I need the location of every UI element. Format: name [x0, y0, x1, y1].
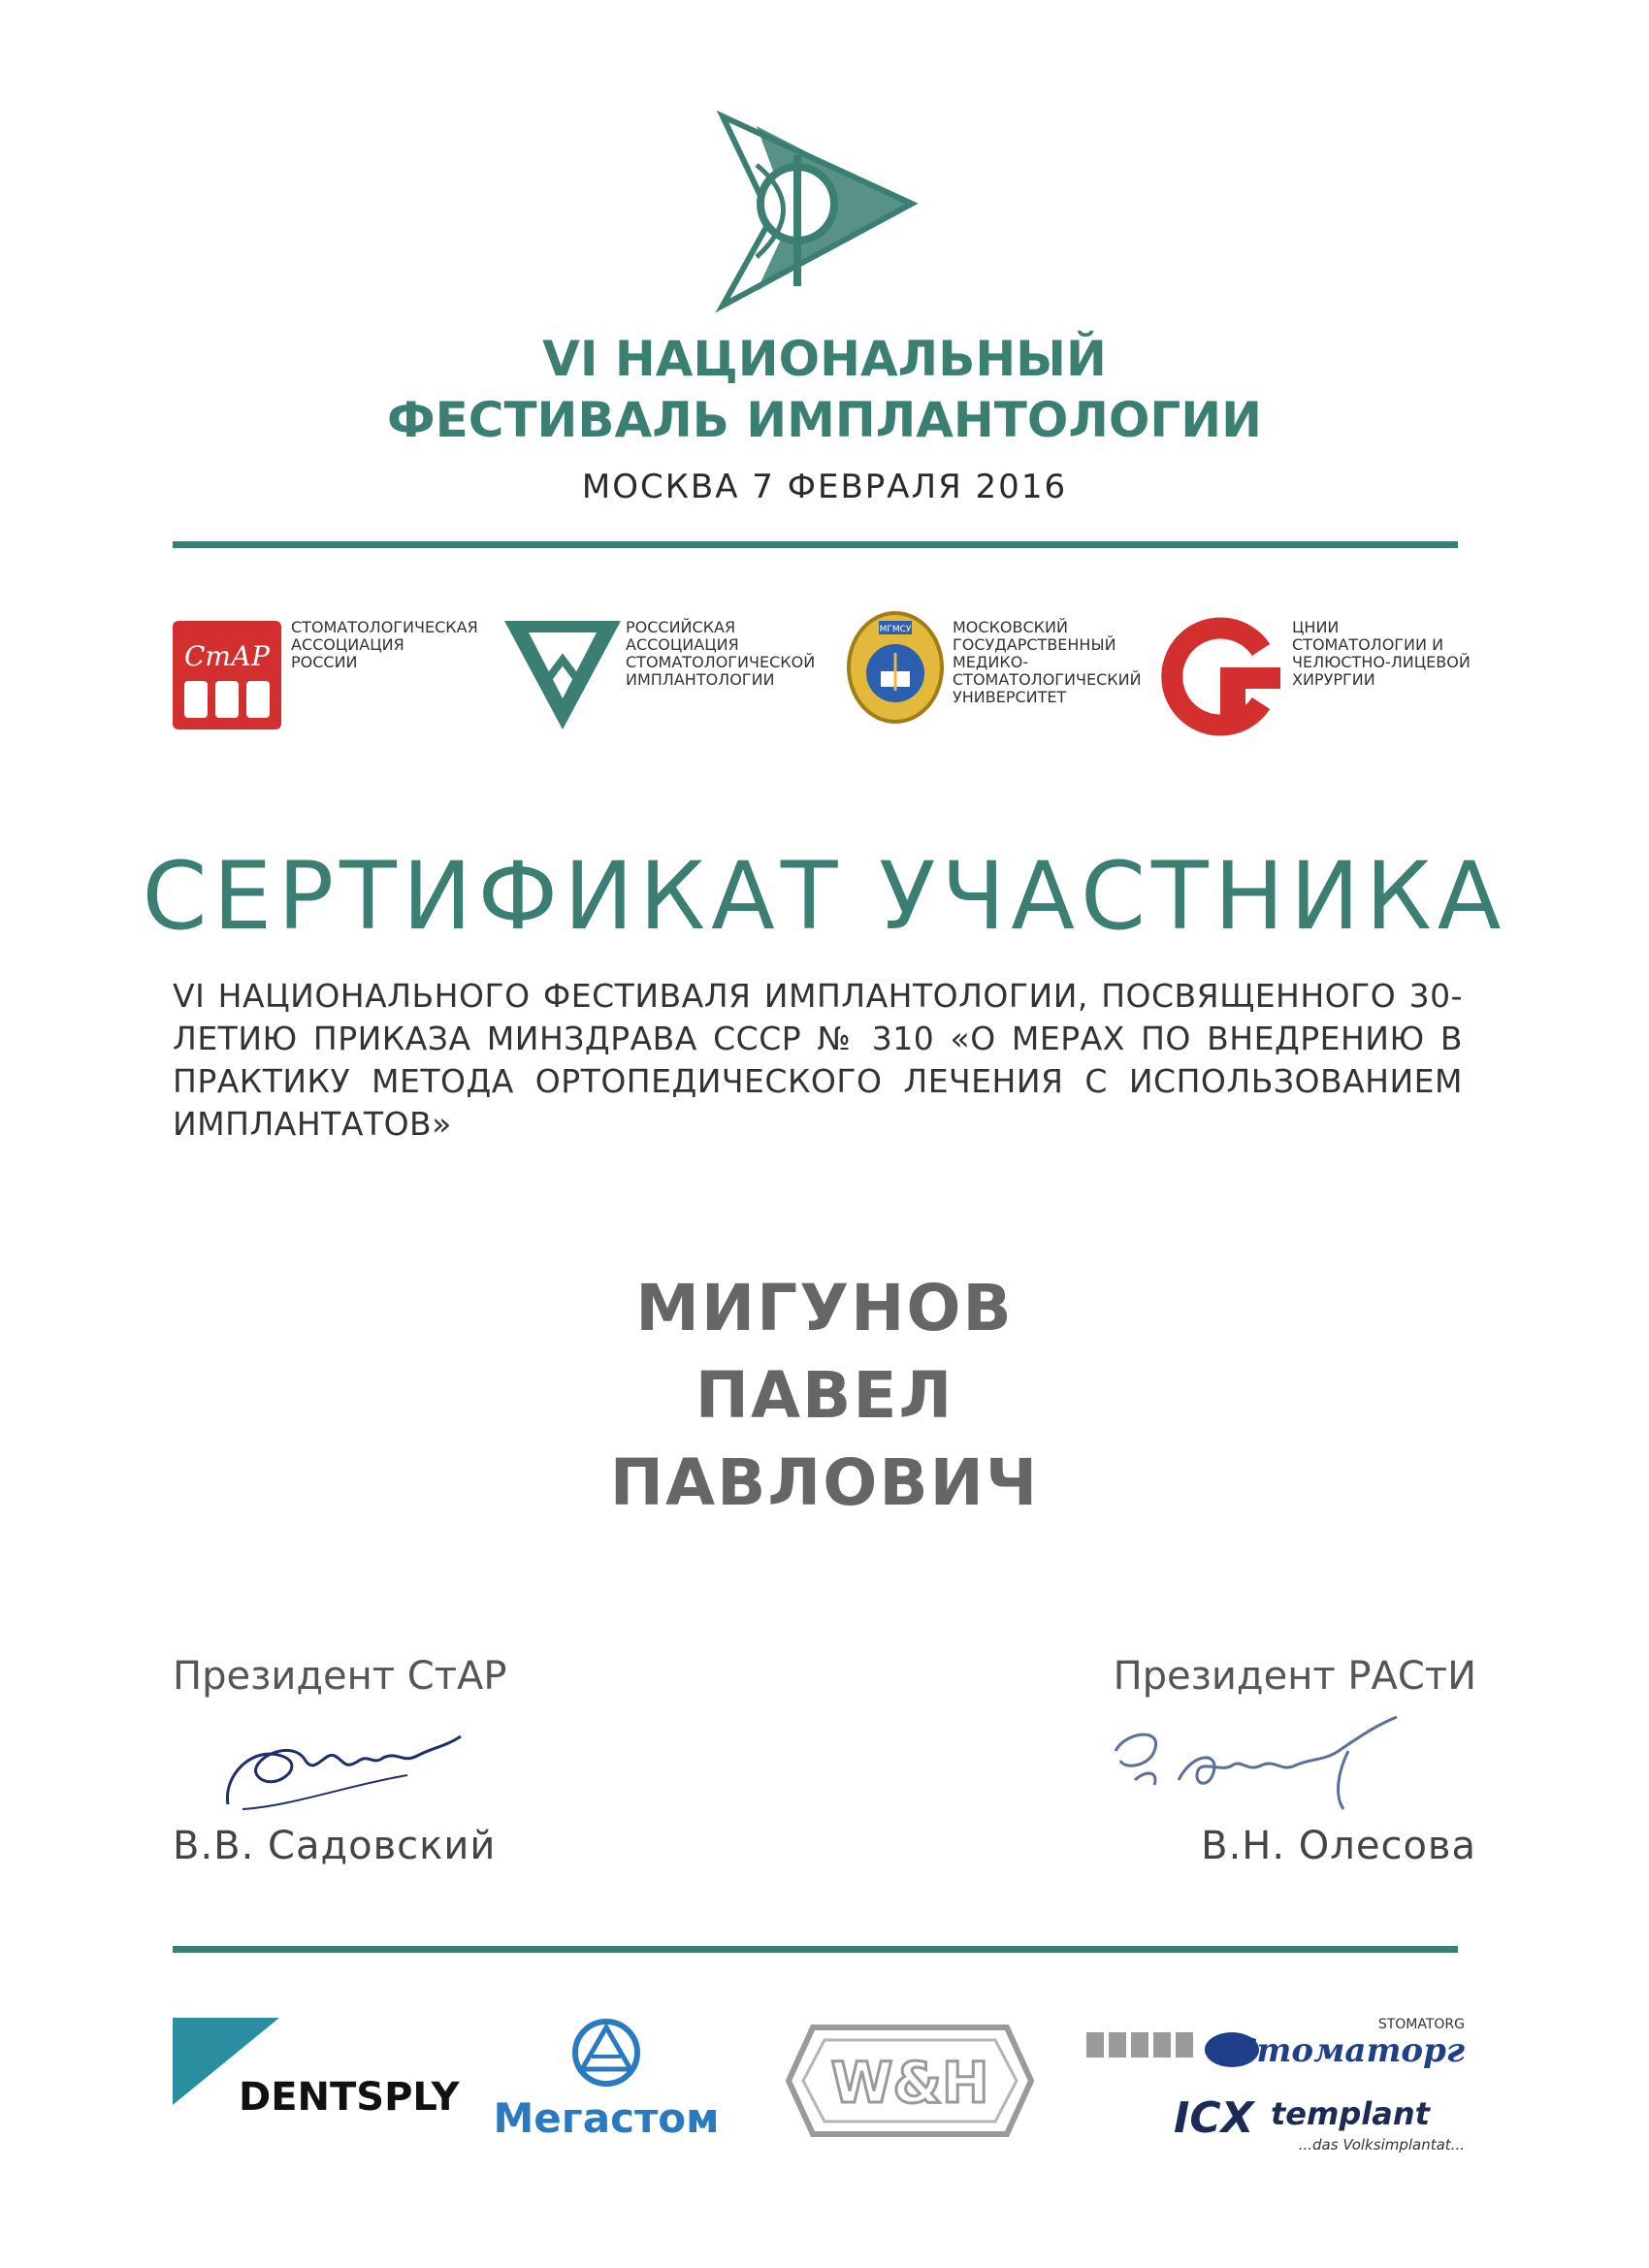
dentsply-text: DENTSPLY	[239, 2075, 460, 2120]
templant-tagline: ...das Volksimplantat...	[1298, 2136, 1465, 2154]
mgmsu-emblem-text: МГМСУ	[879, 625, 912, 634]
dentsply-logo	[173, 2018, 460, 2124]
star-logo-text: СтАР	[183, 640, 271, 672]
signature-left	[213, 1717, 495, 1824]
star-logo	[173, 621, 281, 729]
wh-logo	[784, 2023, 1036, 2139]
participant-surname: МИГУНОВ	[635, 1271, 1014, 1345]
megastom-logo	[475, 2016, 737, 2142]
wh-text: W&H	[830, 2050, 989, 2116]
icx-text: ICX	[1174, 2093, 1254, 2143]
organizer-mgmsu-text: МОСКОВСКИЙ ГОСУДАРСТВЕННЫЙ МЕДИКО- СТОМАТОЛОГИЧЕСКИЙ УНИВЕРСИТЕТ	[953, 618, 1142, 706]
top-divider	[173, 541, 1458, 548]
bottom-divider	[173, 1946, 1458, 1953]
festival-title-line2: ФЕСТИВАЛЬ ИМПЛАНТОЛОГИИ	[387, 392, 1262, 448]
megastom-text: Мегастом	[493, 2094, 720, 2142]
participant-patronymic: ПАВЛОВИЧ	[609, 1445, 1040, 1520]
stomatorg-small-text: STOMATORG	[1377, 2017, 1465, 2032]
mgmsu-emblem	[842, 609, 949, 726]
icx-templant-logo	[1169, 2086, 1479, 2163]
rasi-logo	[504, 621, 621, 732]
city-date: МОСКВА 7 ФЕВРАЛЯ 2016	[581, 468, 1068, 506]
signature-left-name: В.В. Садовский	[173, 1824, 497, 1868]
stomatorg-logo	[1082, 2013, 1470, 2081]
signature-right	[1106, 1712, 1416, 1819]
participant-first-name: ПАВЕЛ	[695, 1358, 954, 1433]
signature-right-name: В.Н. Олесова	[1201, 1824, 1476, 1868]
stomatorg-text: Стоматорг	[1230, 2031, 1465, 2070]
festival-logo	[718, 112, 922, 315]
organizer-star-text: СТОМАТОЛОГИЧЕСКАЯ АССОЦИАЦИЯ РОССИИ	[291, 618, 478, 671]
certificate-description: VI НАЦИОНАЛЬНОГО ФЕСТИВАЛЯ ИМПЛАНТОЛОГИИ, ПОСВЯЩЕННОГО 30-ЛЕТИЮ ПРИКАЗА МИНЗДРАВА СССР № 310 «О МЕРАХ ПО ВНЕДРЕНИЮ В ПРАКТИКУ МЕТОДА ОРТОПЕДИЧЕСКОГО ЛЕЧЕНИЯ С ИСПОЛЬЗОВАНИЕМ ИМПЛАНТАТОВ»	[173, 977, 1463, 1143]
templant-text: templant	[1271, 2095, 1430, 2132]
organizer-cniis-text: ЦНИИ СТОМАТОЛОГИИ И ЧЕЛЮСТНО-ЛИЦЕВОЙ ХИРУРГИИ	[1292, 618, 1471, 689]
cniis-logo	[1164, 621, 1280, 732]
festival-title-line1: VI НАЦИОНАЛЬНЫЙ	[542, 331, 1107, 387]
organizer-rasi-text: РОССИЙСКАЯ АССОЦИАЦИЯ СТОМАТОЛОГИЧЕСКОЙ ИМПЛАНТОЛОГИИ	[626, 618, 816, 689]
signature-left-role: Президент СтАР	[173, 1654, 507, 1699]
certificate-title: СЕРТИФИКАТ УЧАСТНИКА	[142, 842, 1507, 951]
signature-right-role: Президент РАСтИ	[1113, 1654, 1476, 1699]
